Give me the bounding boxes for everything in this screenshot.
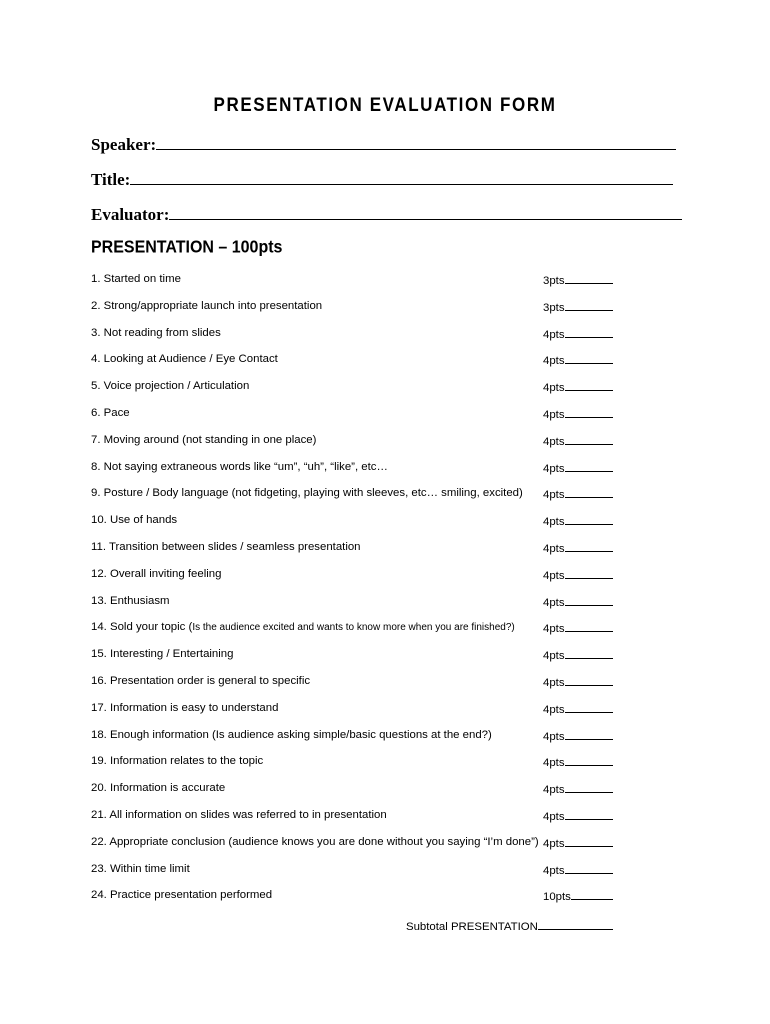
criterion-text: 9. Posture / Body language (not fidgeting, playing with sleeves, etc… smiling, excited) <box>91 487 523 500</box>
list-item <box>91 751 621 778</box>
points-cell <box>543 537 613 559</box>
points-cell <box>543 376 613 398</box>
score-blank[interactable] <box>565 323 613 338</box>
criterion-text: 12. Overall inviting feeling <box>91 567 222 580</box>
score-blank[interactable] <box>565 671 613 686</box>
points-value: 4pts <box>543 569 565 582</box>
points-cell <box>543 430 613 452</box>
list-item <box>91 296 621 323</box>
score-blank[interactable] <box>565 564 613 579</box>
points-value: 4pts <box>543 435 565 448</box>
evaluator-field <box>91 205 682 225</box>
points-value: 4pts <box>543 355 565 368</box>
score-blank[interactable] <box>565 376 613 391</box>
criterion-text: 22. Appropriate conclusion (audience knows you are done without you saying “I’m done”) <box>91 835 539 848</box>
list-item <box>91 323 621 350</box>
criterion-text: 15. Interesting / Entertaining <box>91 648 234 661</box>
section-heading: PRESENTATION – 100pts <box>91 238 283 257</box>
criterion-text: 7. Moving around (not standing in one place) <box>91 433 317 446</box>
list-item <box>91 483 621 510</box>
list-item <box>91 885 621 912</box>
criteria-list <box>91 269 621 912</box>
score-blank[interactable] <box>565 403 613 418</box>
score-blank[interactable] <box>565 483 613 498</box>
points-value: 4pts <box>543 784 565 797</box>
points-cell <box>543 778 613 800</box>
title-label: Title: <box>91 170 131 189</box>
evaluator-label: Evaluator: <box>91 205 170 224</box>
score-blank[interactable] <box>565 778 613 793</box>
score-blank[interactable] <box>565 457 613 472</box>
points-value: 4pts <box>543 596 565 609</box>
points-cell <box>543 751 613 773</box>
list-item <box>91 805 621 832</box>
points-cell <box>543 403 613 425</box>
points-value: 4pts <box>543 650 565 663</box>
list-item <box>91 698 621 725</box>
list-item <box>91 671 621 698</box>
subtotal-label: Subtotal PRESENTATION <box>406 921 538 933</box>
criterion-text: 24. Practice presentation performed <box>91 889 273 902</box>
score-blank[interactable] <box>565 430 613 445</box>
score-blank[interactable] <box>571 885 613 900</box>
criterion-text-note: Is the audience excited and wants to know more when you are finished?) <box>192 622 515 634</box>
criterion-text: 3. Not reading from slides <box>91 326 221 339</box>
points-cell <box>543 564 613 586</box>
criterion-text <box>91 617 515 638</box>
evaluator-input-line[interactable] <box>169 205 682 220</box>
points-value: 4pts <box>543 328 565 341</box>
form-title: PRESENTATION EVALUATION FORM <box>213 93 557 116</box>
score-blank[interactable] <box>565 591 613 606</box>
points-cell <box>543 698 613 720</box>
points-cell <box>543 349 613 371</box>
points-value: 4pts <box>543 489 565 502</box>
score-blank[interactable] <box>565 805 613 820</box>
points-cell <box>543 323 613 345</box>
score-blank[interactable] <box>565 617 613 632</box>
list-item <box>91 537 621 564</box>
score-blank[interactable] <box>565 859 613 874</box>
criterion-text: 18. Enough information (Is audience asking simple/basic questions at the end?) <box>91 728 492 741</box>
criterion-text: 10. Use of hands <box>91 514 178 527</box>
points-cell <box>543 296 613 318</box>
criterion-text: 11. Transition between slides / seamless presentation <box>91 540 361 553</box>
list-item <box>91 832 621 859</box>
criterion-text-main: 14. Sold your topic ( <box>91 621 193 634</box>
list-item <box>91 591 621 618</box>
list-item <box>91 510 621 537</box>
points-value: 4pts <box>543 542 565 555</box>
list-item <box>91 349 621 376</box>
criterion-text: 20. Information is accurate <box>91 782 226 795</box>
score-blank[interactable] <box>565 537 613 552</box>
list-item <box>91 430 621 457</box>
points-cell <box>543 644 613 666</box>
criterion-text: 19. Information relates to the topic <box>91 755 264 768</box>
points-cell <box>543 832 613 854</box>
criterion-text: 23. Within time limit <box>91 862 190 875</box>
criterion-text: 2. Strong/appropriate launch into presentation <box>91 299 323 312</box>
criterion-text: 6. Pace <box>91 406 130 419</box>
list-item <box>91 859 621 886</box>
points-cell <box>543 885 613 907</box>
points-value: 3pts <box>543 275 565 287</box>
criterion-text: 17. Information is easy to understand <box>91 701 279 714</box>
points-value: 4pts <box>543 516 565 529</box>
list-item <box>91 644 621 671</box>
score-blank[interactable] <box>565 832 613 847</box>
points-cell <box>543 805 613 827</box>
list-item <box>91 403 621 430</box>
points-cell <box>543 483 613 505</box>
subtotal-row <box>406 915 613 933</box>
points-cell <box>543 591 613 613</box>
criterion-text: 16. Presentation order is general to specific <box>91 674 311 687</box>
points-cell <box>543 510 613 532</box>
score-blank[interactable] <box>565 510 613 525</box>
list-item <box>91 778 621 805</box>
points-cell <box>543 725 613 747</box>
criterion-text: 13. Enthusiasm <box>91 594 170 607</box>
score-blank[interactable] <box>565 698 613 713</box>
points-value: 4pts <box>543 676 565 689</box>
points-value: 4pts <box>543 810 565 823</box>
points-value: 3pts <box>543 301 565 314</box>
subtotal-blank[interactable] <box>538 915 613 930</box>
list-item <box>91 269 621 296</box>
points-value: 4pts <box>543 864 565 877</box>
points-value: 10pts <box>543 891 571 904</box>
speaker-label: Speaker: <box>91 135 157 154</box>
score-blank[interactable] <box>565 349 613 364</box>
speaker-input-line[interactable] <box>156 135 676 150</box>
points-cell <box>543 269 613 291</box>
title-field <box>91 170 673 190</box>
points-value: 4pts <box>543 837 565 850</box>
criterion-text: 21. All information on slides was referred to in presentation <box>91 808 387 821</box>
points-value: 4pts <box>543 730 565 743</box>
points-value: 4pts <box>543 408 565 421</box>
list-item <box>91 564 621 591</box>
points-value: 4pts <box>543 623 565 636</box>
criterion-text: 4. Looking at Audience / Eye Contact <box>91 353 278 366</box>
points-cell <box>543 617 613 639</box>
points-value: 4pts <box>543 462 565 475</box>
criterion-text: 8. Not saying extraneous words like “um”, “uh”, “like”, etc… <box>91 460 388 473</box>
score-blank[interactable] <box>565 296 613 311</box>
points-cell <box>543 859 613 881</box>
points-cell <box>543 457 613 479</box>
criterion-text: 5. Voice projection / Articulation <box>91 380 250 393</box>
points-value: 4pts <box>543 757 565 770</box>
points-cell <box>543 671 613 693</box>
list-item <box>91 725 621 752</box>
score-blank[interactable] <box>565 644 613 659</box>
points-value: 4pts <box>543 382 565 395</box>
criterion-text: 1. Started on time <box>91 273 181 285</box>
score-blank[interactable] <box>565 725 613 740</box>
title-input-line[interactable] <box>130 170 673 185</box>
list-item <box>91 617 621 644</box>
score-blank[interactable] <box>565 269 613 284</box>
list-item <box>91 376 621 403</box>
list-item <box>91 457 621 484</box>
speaker-field <box>91 135 676 155</box>
points-value: 4pts <box>543 703 565 716</box>
score-blank[interactable] <box>565 751 613 766</box>
